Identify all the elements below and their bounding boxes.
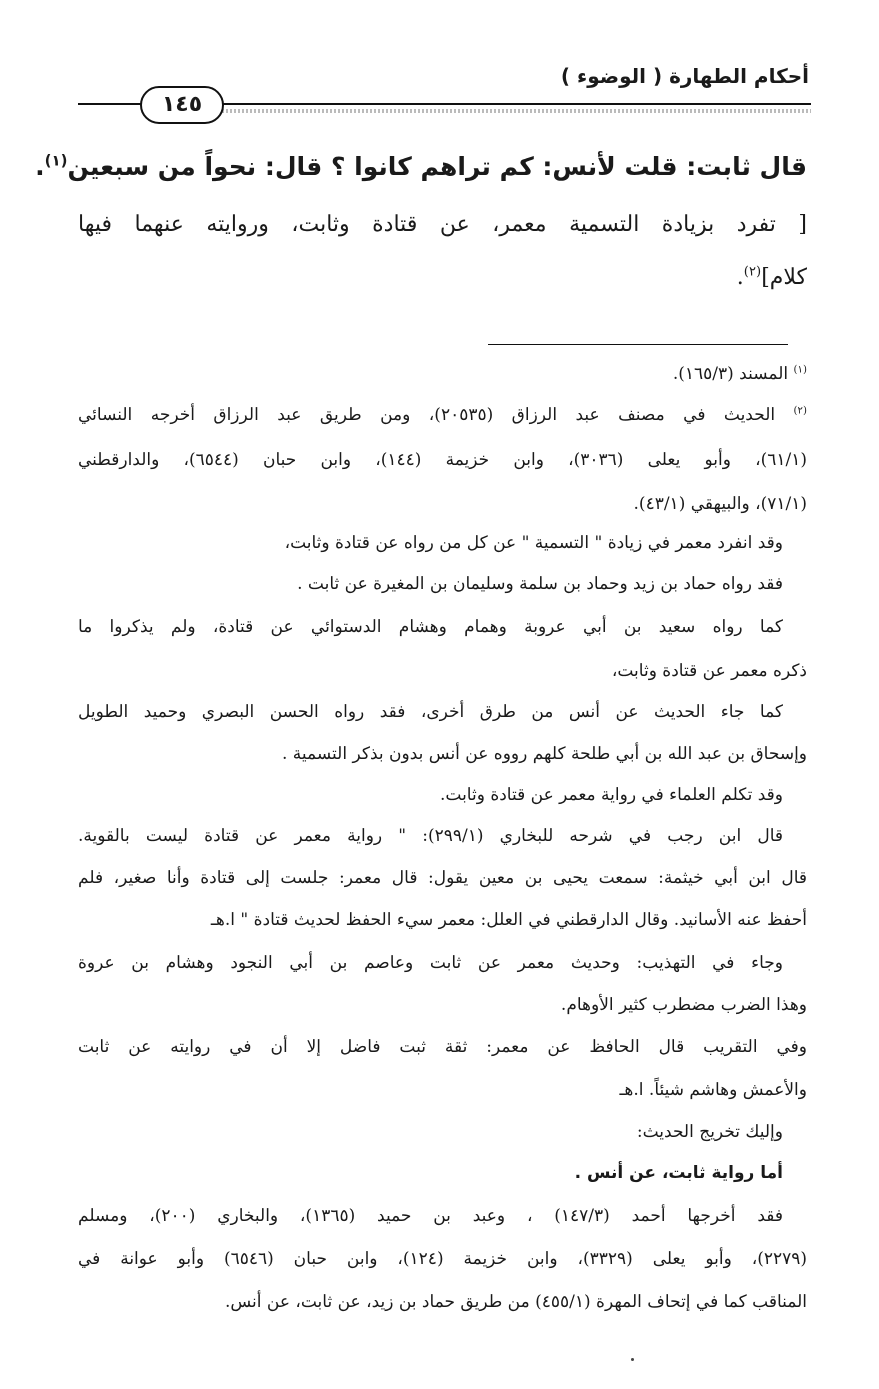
- footnote-1-text: المسند (١٦٥/٣).: [672, 364, 789, 384]
- running-title: أحكام الطهارة ( الوضوء ): [560, 64, 809, 88]
- footnote-line: وإليك تخريج الحديث:: [636, 1122, 783, 1142]
- heading-footnote-ref: (١): [44, 151, 68, 170]
- para-end: .: [736, 265, 744, 290]
- para-text: كلام]: [761, 265, 807, 290]
- footnote-line: قال ابن رجب في شرحه للبخاري (٢٩٩/١): " رواية معمر عن قتادة ليست بالقوية.: [78, 826, 784, 846]
- stray-dot: [631, 1358, 634, 1361]
- main-paragraph-line-1: [ تفرد بزيادة التسمية معمر، عن قتادة وثابت، وروايته عنهما فيها: [78, 212, 807, 237]
- footnote-line: وإسحاق بن عبد الله بن أبي طلحة كلهم رووه عن أنس بدون بذكر التسمية .: [282, 744, 807, 764]
- footnote-line: المناقب كما في إتحاف المهرة (٤٥٥/١) من طريق حماد بن زيد، عن ثابت، عن أنس.: [224, 1292, 807, 1312]
- footnote-subheading: أما رواية ثابت، عن أنس .: [574, 1163, 783, 1183]
- header-rule-texture: [218, 109, 811, 113]
- footnote-line: الحديث في مصنف عبد الرزاق (٢٠٥٣٥)، ومن طريق عبد الرزاق أخرجه النسائي: [78, 405, 776, 425]
- footnote-line: وفي التقريب قال الحافظ عن معمر: ثقة ثبت فاضل إلا أن في روايته عن ثابت: [78, 1037, 807, 1057]
- footnote-line: وهذا الضرب مضطرب كثير الأوهام.: [560, 995, 807, 1015]
- footnote-line: كما جاء الحديث عن أنس من طرق أخرى، فقد رواه الحسن البصري وحميد الطويل: [78, 702, 783, 722]
- footnote-line: ذكره معمر عن قتادة وثابت،: [611, 661, 807, 681]
- footnote-line: أحفظ عنه الأسانيد. وقال الدارقطني في العلل: معمر سيء الحفظ لحديث قتادة " ا.هـ: [210, 910, 807, 930]
- footnote-separator: [488, 344, 788, 345]
- footnote-1: [673, 364, 807, 384]
- footnote-line: كما رواه سعيد بن أبي عروبة وهمام وهشام الدستوائي عن قتادة، ولم يذكروا ما: [78, 617, 783, 637]
- main-paragraph-line-2: [737, 265, 807, 290]
- page-number: ١٤٥: [140, 86, 224, 124]
- footnote-line: فقد رواه حماد بن زيد وحماد بن سلمة وسليمان بن المغيرة عن ثابت .: [297, 574, 783, 594]
- footnote-line: (٧١/١)، والبيهقي (٤٣/١).: [633, 494, 807, 514]
- heading-end: .: [35, 152, 45, 181]
- footnote-2-ref: (٢): [793, 405, 807, 417]
- main-heading: [35, 152, 807, 181]
- footnote-line: والأعمش وهاشم شيئاً. ا.هـ: [619, 1080, 807, 1100]
- footnote-1-ref: (١): [793, 364, 807, 376]
- para-footnote-ref: (٢): [743, 264, 762, 280]
- footnote-line: وقد تكلم العلماء في رواية معمر عن قتادة وثابت.: [439, 785, 783, 805]
- footnote-line: (٢٢٧٩)، وأبو يعلى (٣٣٢٩)، وابن خزيمة (١٢٤)، وابن حبان (٦٥٤٦) وأبو عوانة في: [78, 1249, 807, 1269]
- footnote-line: قال ابن أبي خيثمة: سمعت يحيى بن معين يقول: قال معمر: جلست إلى قتادة وأنا صغير، فلم: [78, 868, 807, 888]
- footnote-line: فقد أخرجها أحمد (١٤٧/٣) ، وعبد بن حميد (١٣٦٥)، والبخاري (٢٠٠)، ومسلم: [78, 1206, 783, 1226]
- footnote-line: وجاء في التهذيب: وحديث معمر عن ثابت وعاصم بن أبي النجود وهشام بن عروة: [78, 953, 783, 973]
- footnote-line: وقد انفرد معمر في زيادة " التسمية " عن كل من رواه عن قتادة وثابت،: [284, 533, 783, 553]
- footnote-2-line-1: [78, 405, 807, 425]
- footnote-line: (٦١/١)، وأبو يعلى (٣٠٣٦)، وابن خزيمة (١٤٤)، وابن حبان (٦٥٤٤)، والدارقطني: [78, 450, 807, 470]
- heading-text: قال ثابت: قلت لأنس: كم تراهم كانوا ؟ قال: نحواً من سبعين: [67, 152, 807, 181]
